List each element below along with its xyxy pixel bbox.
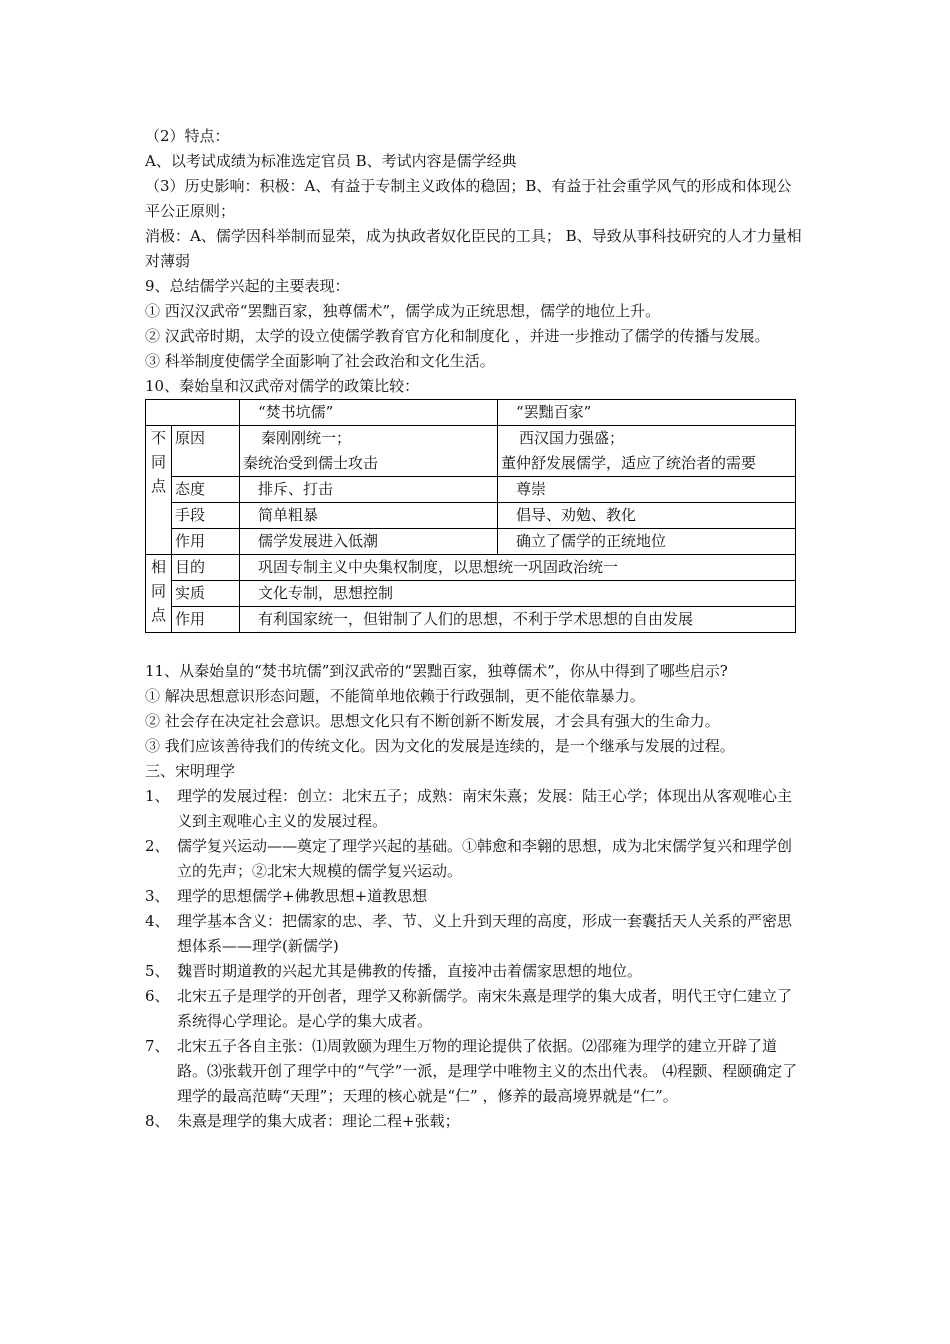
table-cell: 简单粗暴 — [240, 503, 498, 529]
row-label: 目的 — [172, 555, 240, 581]
table-row — [146, 426, 796, 477]
table-row — [146, 607, 796, 633]
text-line: ③ 我们应该善待我们的传统文化。因为文化的发展是连续的，是一个继承与发展的过程。 — [145, 737, 735, 755]
group-label-same: 相 同 点 — [146, 555, 172, 633]
table-row — [146, 555, 796, 581]
table-cell: 确立了儒学的正统地位 — [498, 529, 796, 555]
table-cell: 倡导、劝勉、教化 — [498, 503, 796, 529]
table-row — [146, 503, 796, 529]
column-header: “罢黜百家” — [498, 400, 796, 426]
numbered-list — [145, 784, 805, 1134]
list-item: 4、 理学基本含义：把儒家的忠、孝、节、义上升到天理的高度，形成一套囊括天人关系的严密思想体系——理学(新儒学) — [145, 912, 793, 955]
row-label: 实质 — [172, 581, 240, 607]
table-cell: 尊崇 — [498, 477, 796, 503]
table-cell: 秦刚刚统一； 秦统治受到儒士攻击 — [240, 426, 498, 477]
text-line: 11、从秦始皇的“焚书坑儒”到汉武帝的“罢黜百家，独尊儒术”，你从中得到了哪些启示? — [145, 662, 728, 680]
row-label: 作用 — [172, 529, 240, 555]
table-cell: 巩固专制主义中央集权制度，以思想统一巩固政治统一 — [240, 555, 796, 581]
list-item: 6、 北宋五子是理学的开创者，理学又称新儒学。南宋朱熹是理学的集大成者，明代王守仁建立了系统得心学理论。是心学的集大成者。 — [145, 987, 793, 1030]
row-label: 手段 — [172, 503, 240, 529]
list-item: 2、 儒学复兴运动——奠定了理学兴起的基础。①韩愈和李翱的思想，成为北宋儒学复兴和理学创立的先声；②北宋大规模的儒学复兴运动。 — [145, 837, 793, 880]
text-line: （2）特点： — [145, 127, 230, 145]
text-line: ② 汉武帝时期，太学的设立使儒学教育官方化和制度化 ，并进一步推动了儒学的传播与发展。 — [145, 327, 770, 345]
spacer — [145, 633, 805, 659]
table-corner-cell — [146, 400, 240, 426]
row-label: 作用 — [172, 607, 240, 633]
text-line: A、以考试成绩为标准选定官员 B、考试内容是儒学经典 — [145, 152, 517, 170]
column-header: “焚书坑儒” — [240, 400, 498, 426]
row-label: 原因 — [172, 426, 240, 477]
document-body — [145, 124, 805, 1134]
text-line: （3）历史影响：积极：A、有益于专制主义政体的稳固；B、有益于社会重学风气的形成和体现公平公正原则； — [145, 177, 792, 220]
table-header-row — [146, 400, 796, 426]
list-item: 5、 魏晋时期道教的兴起尤其是佛教的传播，直接冲击着儒家思想的地位。 — [145, 962, 643, 980]
list-item: 3、 理学的思想儒学+佛教思想+道教思想 — [145, 887, 428, 905]
policy-comparison-table — [145, 399, 796, 633]
table-row — [146, 581, 796, 607]
group-label-different: 不 同 点 — [146, 426, 172, 555]
text-line: 9、总结儒学兴起的主要表现： — [145, 277, 350, 295]
text-line: ② 社会存在决定社会意识。思想文化只有不断创新不断发展，才会具有强大的生命力。 — [145, 712, 720, 730]
list-item: 1、 理学的发展过程：创立：北宋五子；成熟：南宋朱熹；发展：陆王心学；体现出从客观唯心主义到主观唯心主义的发展过程。 — [145, 787, 793, 830]
table-cell: 西汉国力强盛； 董仲舒发展儒学，适应了统治者的需要 — [498, 426, 796, 477]
table-cell: 排斥、打击 — [240, 477, 498, 503]
list-item: 7、 北宋五子各自主张：⑴周敦颐为理生万物的理论提供了依据。⑵邵雍为理学的建立开辟了道路。⑶张载开创了理学中的“气学”一派，是理学中唯物主义的杰出代表。 ⑷程颢、程颐确定了理学的最高范畴“天理”；天理的核心就是“仁” ，修养的最高境界就是“仁”。 — [145, 1037, 798, 1105]
table-row — [146, 529, 796, 555]
table-cell: 文化专制，思想控制 — [240, 581, 796, 607]
section-heading: 三、宋明理学 — [145, 762, 236, 780]
text-line: 10、秦始皇和汉武帝对儒学的政策比较： — [145, 377, 420, 395]
table-row — [146, 477, 796, 503]
row-label: 态度 — [172, 477, 240, 503]
text-line: ③ 科举制度使儒学全面影响了社会政治和文化生活。 — [145, 352, 495, 370]
text-line: 消极：A、儒学因科举制而显荣，成为执政者奴化臣民的工具； B、导致从事科技研究的人才力量相对薄弱 — [145, 227, 802, 270]
table-cell: 儒学发展进入低潮 — [240, 529, 498, 555]
text-line: ① 解决思想意识形态问题，不能简单地依赖于行政强制，更不能依靠暴力。 — [145, 687, 645, 705]
table-cell: 有利国家统一，但钳制了人们的思想，不利于学术思想的自由发展 — [240, 607, 796, 633]
list-item: 8、 朱熹是理学的集大成者：理论二程+张载； — [145, 1112, 460, 1130]
text-line: ① 西汉汉武帝“罢黜百家，独尊儒术”，儒学成为正统思想，儒学的地位上升。 — [145, 302, 661, 320]
